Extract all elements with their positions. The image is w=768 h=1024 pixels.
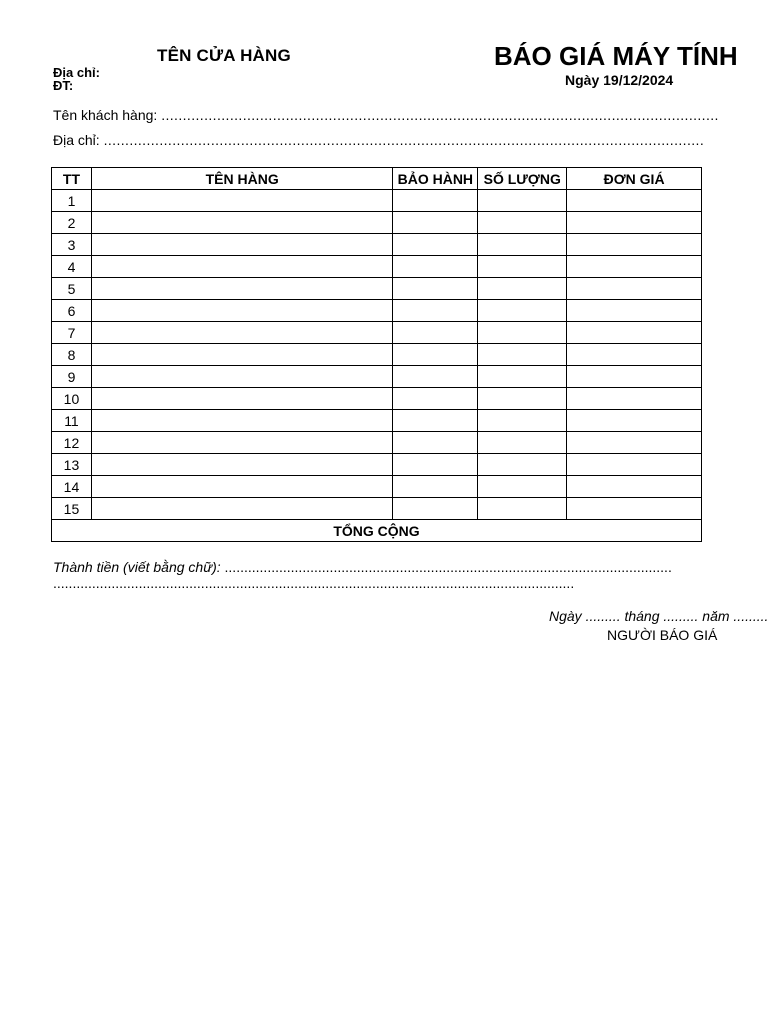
row-item-name (91, 344, 392, 366)
row-item-name (91, 410, 392, 432)
row-item-name (91, 322, 392, 344)
row-number: 7 (52, 322, 92, 344)
signature-date: Ngày ......... tháng ......... năm ......... (549, 608, 768, 624)
row-unit-price (567, 300, 702, 322)
amount-in-words-field (53, 559, 672, 575)
row-item-name (91, 476, 392, 498)
row-number: 10 (52, 388, 92, 410)
row-quantity (478, 454, 567, 476)
row-quantity (478, 190, 567, 212)
row-unit-price (567, 212, 702, 234)
row-unit-price (567, 322, 702, 344)
customer-name-label: Tên khách hàng: (53, 107, 158, 123)
amount-in-words-label: Thành tiền (viết bằng chữ): (53, 559, 221, 575)
row-item-name (91, 256, 392, 278)
table-body (52, 190, 702, 520)
store-address-label: Địa chỉ: (53, 65, 100, 80)
row-item-name (91, 366, 392, 388)
row-item-name (91, 432, 392, 454)
row-item-name (91, 212, 392, 234)
row-quantity (478, 212, 567, 234)
row-unit-price (567, 344, 702, 366)
signer-title: NGƯỜI BÁO GIÁ (607, 627, 718, 643)
row-warranty (393, 454, 478, 476)
row-warranty (393, 498, 478, 520)
row-number: 12 (52, 432, 92, 454)
row-number: 4 (52, 256, 92, 278)
table-row (52, 256, 702, 278)
row-number: 3 (52, 234, 92, 256)
row-item-name (91, 300, 392, 322)
quote-table (51, 167, 702, 542)
table-row (52, 322, 702, 344)
column-header-tt: TT (52, 168, 92, 190)
row-warranty (393, 366, 478, 388)
row-unit-price (567, 190, 702, 212)
row-unit-price (567, 498, 702, 520)
row-item-name (91, 234, 392, 256)
row-unit-price (567, 256, 702, 278)
total-row (52, 520, 702, 542)
row-number: 5 (52, 278, 92, 300)
table-row (52, 344, 702, 366)
row-quantity (478, 410, 567, 432)
column-header-item-name: TÊN HÀNG (91, 168, 392, 190)
row-number: 8 (52, 344, 92, 366)
store-name: TÊN CỬA HÀNG (157, 46, 291, 65)
row-unit-price (567, 366, 702, 388)
row-warranty (393, 476, 478, 498)
row-item-name (91, 278, 392, 300)
customer-address-dots: ............................................................................................................................................ (103, 132, 705, 148)
row-item-name (91, 454, 392, 476)
table-row (52, 498, 702, 520)
row-quantity (478, 498, 567, 520)
total-label: TỔNG CỘNG (52, 520, 702, 542)
customer-name-dots: .................................................................................................................................. (161, 107, 719, 123)
row-unit-price (567, 278, 702, 300)
amount-in-words-dots: ................................................................................................................... (224, 559, 672, 575)
table-row (52, 476, 702, 498)
table-row (52, 410, 702, 432)
table-row (52, 190, 702, 212)
row-item-name (91, 388, 392, 410)
row-number: 11 (52, 410, 92, 432)
customer-address-field (53, 132, 704, 148)
row-quantity (478, 388, 567, 410)
row-warranty (393, 300, 478, 322)
row-warranty (393, 432, 478, 454)
row-number: 6 (52, 300, 92, 322)
row-quantity (478, 234, 567, 256)
row-unit-price (567, 234, 702, 256)
row-quantity (478, 256, 567, 278)
row-warranty (393, 410, 478, 432)
row-quantity (478, 322, 567, 344)
row-quantity (478, 300, 567, 322)
row-number: 1 (52, 190, 92, 212)
row-number: 9 (52, 366, 92, 388)
row-quantity (478, 432, 567, 454)
table-row (52, 234, 702, 256)
row-warranty (393, 278, 478, 300)
document-title: BÁO GIÁ MÁY TÍNH (494, 41, 738, 71)
column-header-quantity: SỐ LƯỢNG (478, 168, 567, 190)
row-quantity (478, 366, 567, 388)
row-warranty (393, 256, 478, 278)
row-number: 2 (52, 212, 92, 234)
table-row (52, 366, 702, 388)
row-unit-price (567, 388, 702, 410)
row-warranty (393, 190, 478, 212)
column-header-unit-price: ĐƠN GIÁ (567, 168, 702, 190)
store-phone-label: ĐT: (53, 78, 74, 93)
table-header-row (52, 168, 702, 190)
row-quantity (478, 278, 567, 300)
row-number: 13 (52, 454, 92, 476)
row-warranty (393, 344, 478, 366)
table-row (52, 432, 702, 454)
row-warranty (393, 322, 478, 344)
amount-in-words-dots-line2: ...................................................................................................................................... (53, 575, 575, 591)
row-warranty (393, 212, 478, 234)
table-row (52, 300, 702, 322)
customer-name-field (53, 107, 719, 123)
table-row (52, 278, 702, 300)
row-warranty (393, 234, 478, 256)
row-unit-price (567, 410, 702, 432)
row-number: 14 (52, 476, 92, 498)
document-date: Ngày 19/12/2024 (565, 72, 674, 88)
table-row (52, 388, 702, 410)
row-quantity (478, 476, 567, 498)
row-number: 15 (52, 498, 92, 520)
row-quantity (478, 344, 567, 366)
row-item-name (91, 190, 392, 212)
row-warranty (393, 388, 478, 410)
row-item-name (91, 498, 392, 520)
row-unit-price (567, 476, 702, 498)
row-unit-price (567, 432, 702, 454)
row-unit-price (567, 454, 702, 476)
table-row (52, 454, 702, 476)
table-row (52, 212, 702, 234)
column-header-warranty: BẢO HÀNH (393, 168, 478, 190)
customer-address-label: Địa chỉ: (53, 132, 100, 148)
